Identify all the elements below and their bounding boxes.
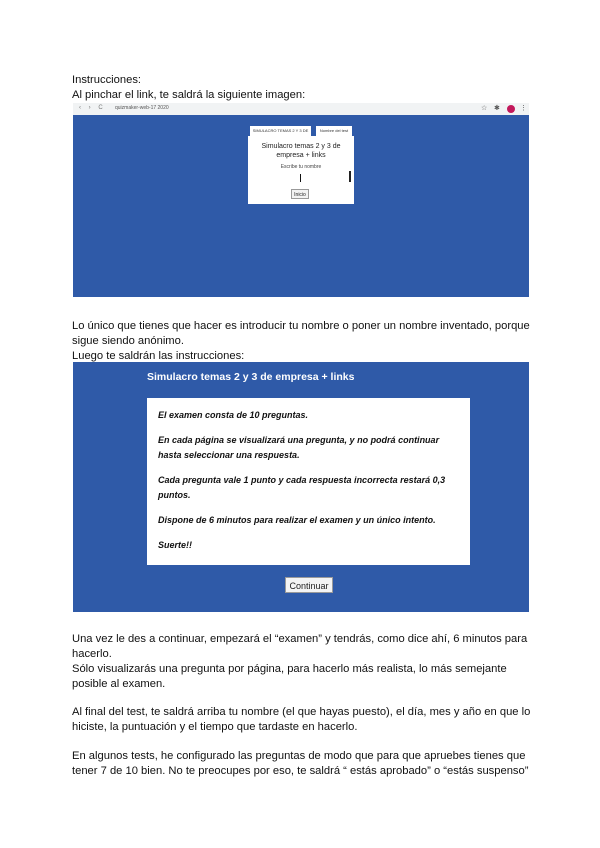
paragraph3-line3: Sólo visualizarás una pregunta por página, para hacerlo más realista, lo más semejante: [72, 663, 507, 675]
paragraph2-line1: Lo único que tienes que hacer es introducir tu nombre o poner un nombre inventado, porque: [72, 320, 530, 332]
start-button: Inicio: [291, 189, 309, 199]
instruction-5: Suerte!!: [158, 540, 193, 550]
instructions-card: [147, 398, 470, 565]
instruction-2: En cada página se visualizará una pregunta, y no podrá continuar hasta seleccionar una respuesta.: [158, 435, 440, 460]
intro-text: Al pinchar el link, te saldrá la siguiente imagen:: [72, 89, 306, 101]
avatar: [507, 105, 515, 113]
text-cursor: [300, 174, 301, 182]
tab-2: Nombre del test: [316, 126, 352, 136]
name-label: Escribe tu nombre: [280, 164, 322, 170]
scroll-marker: [349, 171, 351, 182]
paragraph5-line1: En algunos tests, he configurado las preguntas de modo que para que apruebes tienes que: [72, 750, 526, 762]
instruction-1: El examen consta de 10 preguntas.: [158, 410, 309, 420]
login-title: Simulacro temas 2 y 3 de empresa + links: [261, 143, 341, 159]
paragraph3-line1: Una vez le des a continuar, empezará el “examen” y tendrás, como dice ahí, 6 minutos para: [72, 633, 528, 645]
extension-icon: ✱: [494, 105, 500, 112]
paragraph3-line4: posible al examen.: [72, 678, 166, 690]
quiz-title: Simulacro temas 2 y 3 de empresa + links: [147, 371, 355, 383]
continue-button: Continuar: [285, 577, 333, 593]
paragraph3-line2: hacerlo.: [72, 648, 112, 660]
paragraph4-line1: Al final del test, te saldrá arriba tu nombre (el que hayas puesto), el día, mes y año en que lo: [72, 706, 531, 718]
star-icon: ☆: [481, 105, 488, 112]
instructions-heading: Instrucciones:: [72, 74, 142, 86]
instruction-4: Dispone de 6 minutos para realizar el examen y un único intento.: [158, 515, 436, 525]
browser-url: quizmaker-web-17 2020: [115, 105, 169, 111]
paragraph2-line2: sigue siendo anónimo.: [72, 335, 184, 347]
paragraph5-line2: tener 7 de 10 bien. No te preocupes por eso, te saldrá “ estás aprobado” o “estás suspenso”: [72, 765, 529, 777]
browser-nav-icons: ‹ › C: [79, 105, 106, 111]
paragraph2-line3: Luego te saldrán las instrucciones:: [72, 350, 245, 362]
instruction-3: Cada pregunta vale 1 punto y cada respuesta incorrecta restará 0,3 puntos.: [158, 475, 446, 500]
login-card: [248, 136, 354, 204]
paragraph4-line2: hiciste, la puntuación y el tiempo que tardaste en hacerlo.: [72, 721, 358, 733]
kebab-icon: ⋮: [520, 105, 527, 112]
tab-1: SIMULACRO TEMAS 2 Y 3 DE: [250, 126, 311, 136]
